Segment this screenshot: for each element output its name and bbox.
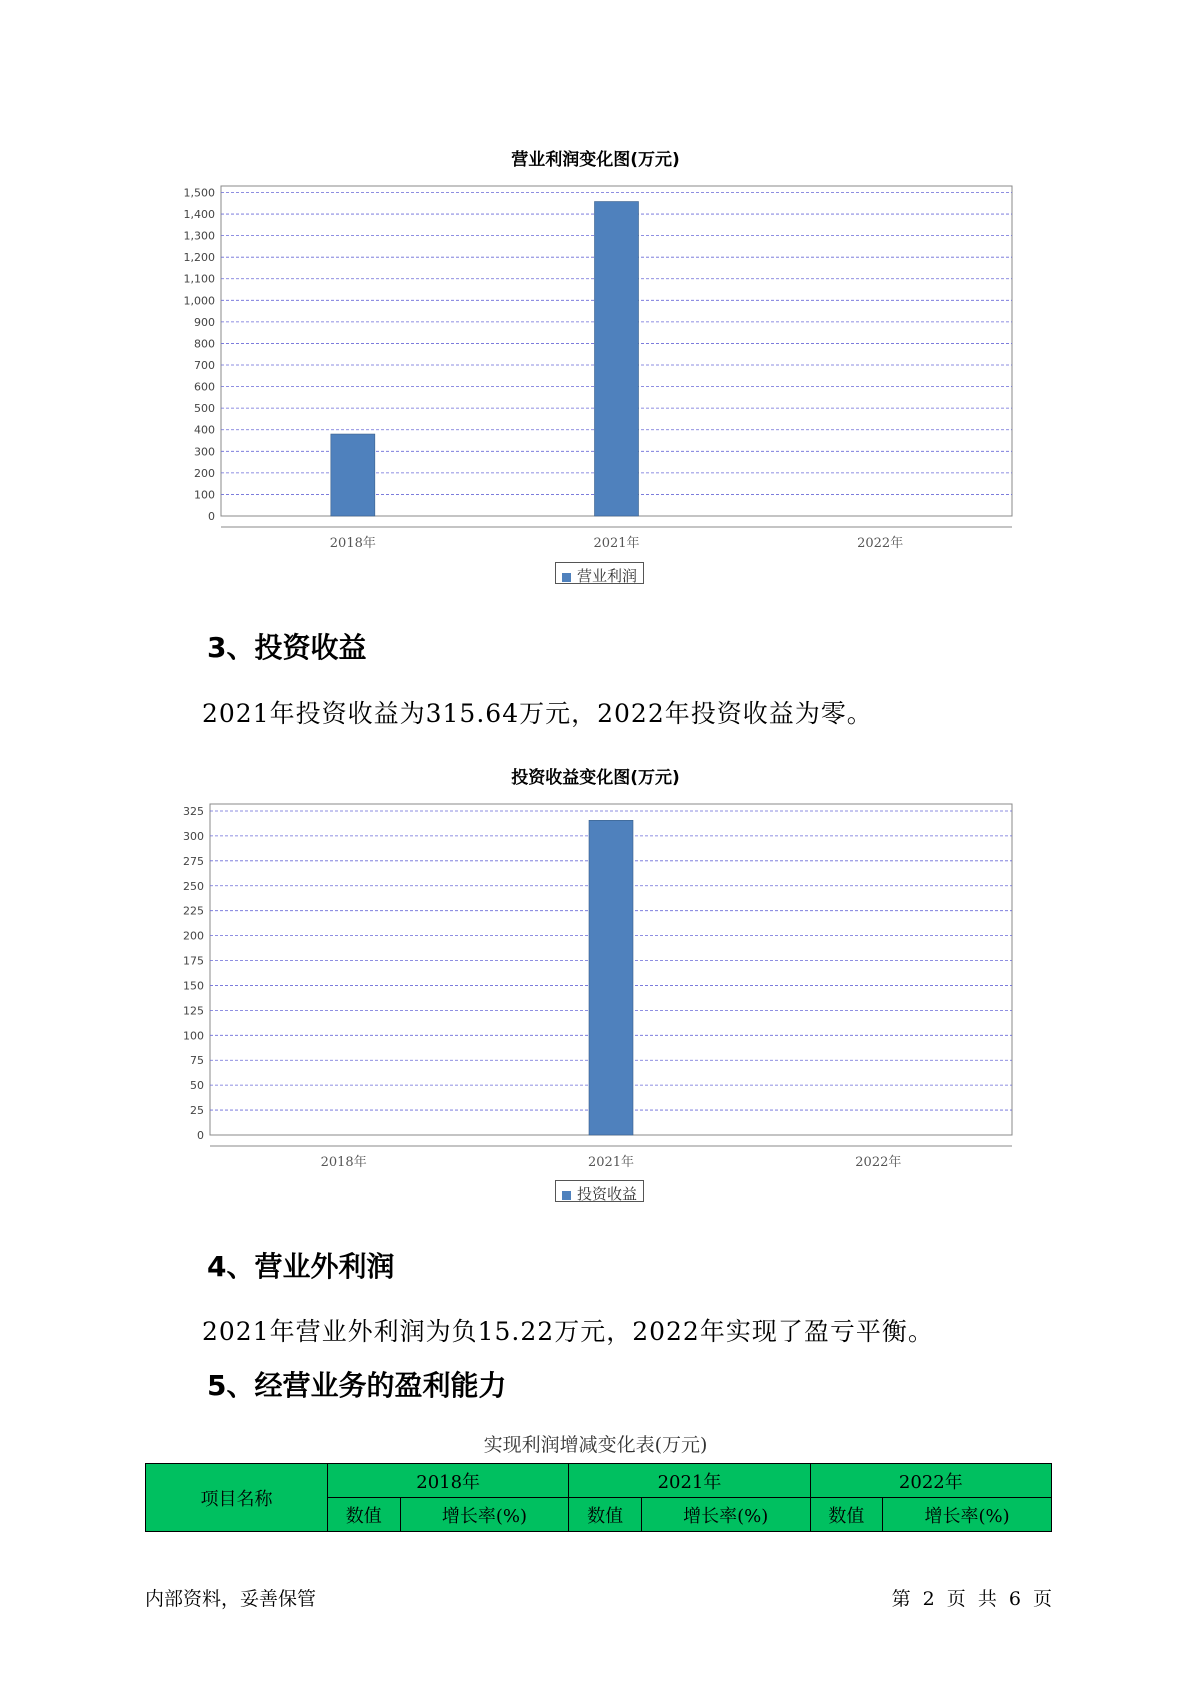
y-tick-label: 400 — [194, 423, 215, 437]
y-tick-label: 1,000 — [183, 294, 215, 308]
x-tick-label: 2022年 — [857, 536, 904, 551]
section3-heading: 3、投资收益 — [207, 631, 367, 664]
table-caption: 实现利润增减变化表(万元) — [483, 1434, 708, 1456]
table-rate-header: 增长率(%) — [641, 1498, 810, 1532]
section3-text: 2021年投资收益为315.64万元，2022年投资收益为零。 — [202, 699, 873, 728]
x-tick-label: 2021年 — [593, 536, 640, 551]
y-tick-label: 150 — [183, 979, 204, 993]
y-tick-label: 1,300 — [183, 229, 215, 243]
y-tick-label: 0 — [197, 1129, 204, 1142]
y-tick-label: 25 — [190, 1104, 204, 1118]
chart1-legend-label: 营业利润 — [577, 567, 638, 585]
y-tick-label: 800 — [194, 337, 215, 351]
y-tick-label: 300 — [183, 829, 204, 843]
y-tick-label: 250 — [183, 879, 204, 893]
y-tick-label: 1,200 — [183, 251, 215, 265]
table-value-header: 数值 — [810, 1498, 883, 1532]
y-tick-label: 0 — [208, 510, 215, 523]
section4-heading: 4、营业外利润 — [207, 1250, 395, 1283]
legend-swatch — [562, 1191, 571, 1200]
y-tick-label: 200 — [183, 929, 204, 943]
y-tick-label: 900 — [194, 315, 215, 329]
x-tick-label: 2018年 — [320, 1155, 367, 1170]
profit-change-table — [145, 1463, 1052, 1532]
y-tick-label: 200 — [194, 466, 215, 480]
y-tick-label: 500 — [194, 402, 215, 416]
x-tick-label: 2021年 — [587, 1155, 635, 1170]
chart2-legend — [555, 1180, 644, 1202]
y-tick-label: 125 — [183, 1004, 204, 1018]
table-value-header: 数值 — [569, 1498, 642, 1532]
y-tick-label: 700 — [194, 359, 215, 373]
y-tick-label: 100 — [183, 1029, 204, 1043]
y-tick-label: 300 — [194, 445, 215, 459]
chart2-title: 投资收益变化图(万元) — [511, 768, 680, 788]
x-tick-label: 2018年 — [329, 536, 376, 551]
section5-heading: 5、经营业务的盈利能力 — [207, 1369, 507, 1402]
table-name-header: 项目名称 — [146, 1464, 328, 1532]
x-tick-label: 2022年 — [855, 1155, 902, 1170]
y-tick-label: 325 — [183, 804, 204, 818]
y-tick-label: 50 — [190, 1079, 204, 1093]
table-year-header: 2018年 — [328, 1464, 569, 1498]
y-tick-label: 600 — [194, 380, 215, 394]
table-rate-header: 增长率(%) — [883, 1498, 1052, 1532]
y-tick-label: 1,100 — [183, 272, 215, 286]
chart1-title: 营业利润变化图(万元) — [511, 150, 680, 170]
section4-text: 2021年营业外利润为负15.22万元，2022年实现了盈亏平衡。 — [202, 1317, 934, 1346]
y-tick-label: 1,500 — [183, 186, 215, 200]
table-header-row — [146, 1464, 1052, 1498]
table-rate-header: 增长率(%) — [400, 1498, 569, 1532]
footer-confidential-note: 内部资料，妥善保管 — [145, 1588, 317, 1610]
table-year-header: 2021年 — [569, 1464, 810, 1498]
y-tick-label: 175 — [183, 954, 204, 968]
table-year-header: 2022年 — [810, 1464, 1051, 1498]
chart2-legend-label: 投资收益 — [577, 1185, 638, 1203]
bar — [589, 820, 633, 1135]
y-tick-label: 275 — [183, 854, 204, 868]
y-tick-label: 225 — [183, 904, 204, 918]
y-tick-label: 1,400 — [183, 208, 215, 222]
footer-page-number: 第 2 页 共 6 页 — [891, 1588, 1052, 1610]
table-value-header: 数值 — [328, 1498, 401, 1532]
y-tick-label: 100 — [194, 488, 215, 502]
y-tick-label: 75 — [190, 1054, 204, 1068]
